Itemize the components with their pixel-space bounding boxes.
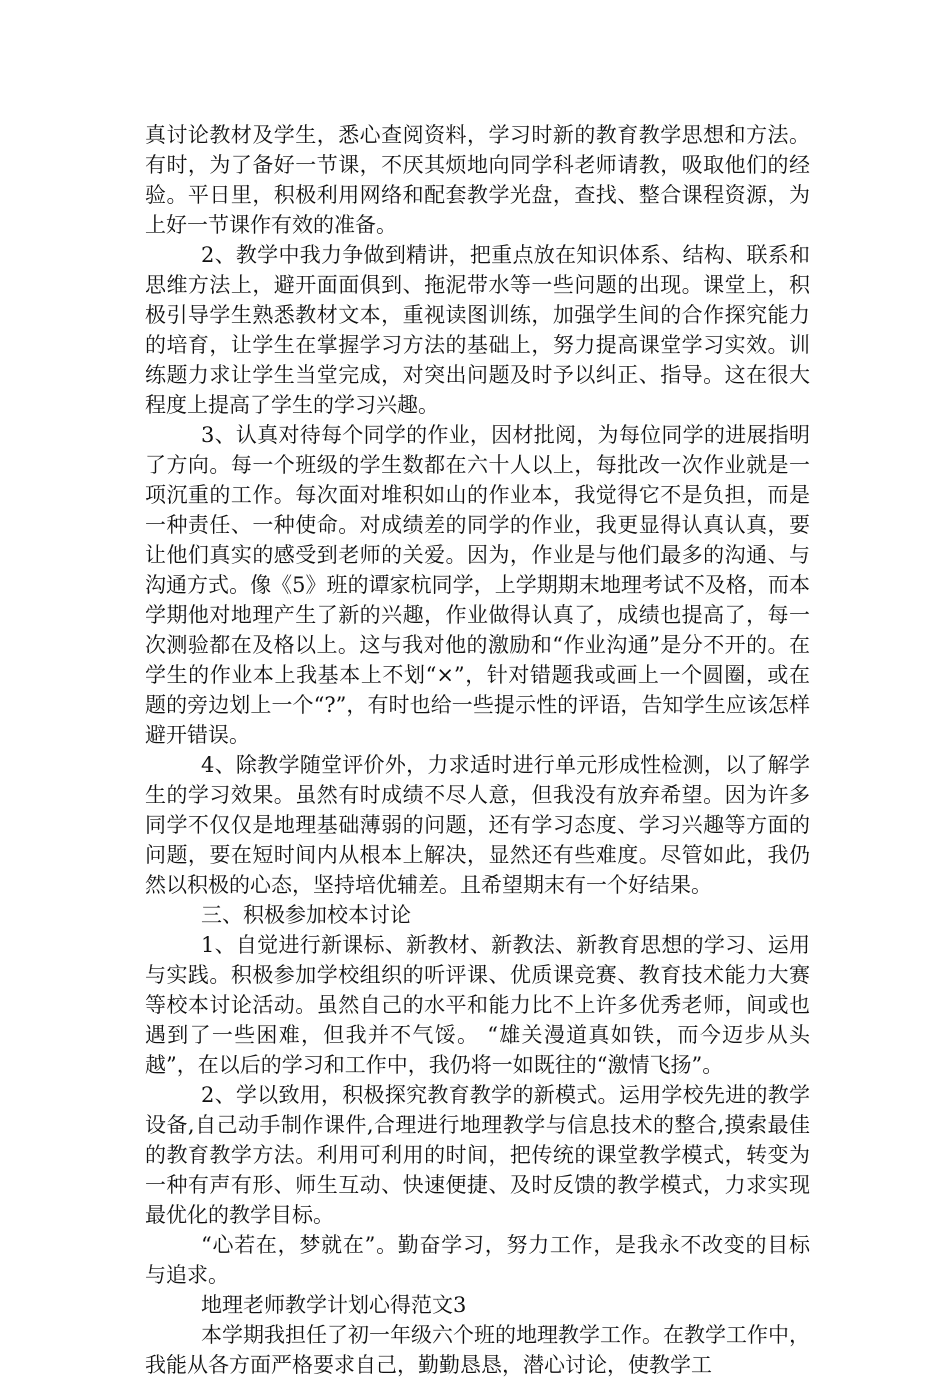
paragraph-10: 本学期我担任了初一年级六个班的地理教学工作。在教学工作中，我能从各方面严格要求自己，勤勤恳恳，潜心讨论，使教学工	[145, 1323, 810, 1377]
document-body	[145, 120, 810, 1380]
paragraph-2: 2、教学中我力争做到精讲，把重点放在知识体系、结构、联系和思维方法上，避开面面俱到、拖泥带水等一些问题的出现。课堂上，积极引导学生熟悉教材文本，重视读图训练，加强学生间的合作探究能力的培育，让学生在掌握学习方法的基础上，努力提高课堂学习实效。训练题力求让学生当堂完成，对突出问题及时予以纠正、指导。这在很大程度上提高了学生的学习兴趣。	[145, 243, 810, 417]
paragraph-4: 4、除教学随堂评价外，力求适时进行单元形成性检测，以了解学生的学习效果。虽然有时成绩不尽人意，但我没有放弃希望。因为许多同学不仅仅是地理基础薄弱的问题，还有学习态度、学习兴趣等方面的问题，要在短时间内从根本上解决，显然还有些难度。尽管如此，我仍然以积极的心态，坚持培优辅差。且希望期末有一个好结果。	[145, 753, 810, 897]
paragraph-7: 2、学以致用，积极探究教育教学的新模式。运用学校先进的教学设备,自己动手制作课件,合理进行地理教学与信息技术的整合,摸索最佳的教育教学方法。利用可利用的时间，把传统的课堂教学模式，转变为一种有声有形、师生互动、快速便捷、及时反馈的教学模式，力求实现最优化的教学目标。	[145, 1083, 810, 1227]
article-title-3: 地理老师教学计划心得范文3	[201, 1293, 467, 1317]
section-heading-3: 三、积极参加校本讨论	[201, 903, 411, 927]
paragraph-8: “心若在，梦就在”。勤奋学习，努力工作，是我永不改变的目标与追求。	[145, 1233, 810, 1287]
paragraph-1: 真讨论教材及学生，悉心查阅资料，学习时新的教育教学思想和方法。有时，为了备好一节课，不厌其烦地向同学科老师请教，吸取他们的经验。平日里，积极利用网络和配套教学光盘，查找、整合课程资源，为上好一节课作有效的准备。	[145, 123, 810, 237]
paragraph-3: 3、认真对待每个同学的作业，因材批阅，为每位同学的进展指明了方向。每一个班级的学生数都在六十人以上，每批改一次作业就是一项沉重的工作。每次面对堆积如山的作业本，我觉得它不是负担，而是一种责任、一种使命。对成绩差的同学的作业，我更显得认真认真，要让他们真实的感受到老师的关爱。因为，作业是与他们最多的沟通、与沟通方式。像《5》班的谭家杭同学，上学期期末地理考试不及格，而本学期他对地理产生了新的兴趣，作业做得认真了，成绩也提高了，每一次测验都在及格以上。这与我对他的激励和“作业沟通”是分不开的。在学生的作业本上我基本上不划“×”，针对错题我或画上一个圆圈，或在题的旁边划上一个“?”，有时也给一些提示性的评语，告知学生应该怎样避开错误。	[145, 423, 810, 747]
paragraph-6: 1、自觉进行新课标、新教材、新教法、新教育思想的学习、运用与实践。积极参加学校组织的听评课、优质课竞赛、教育技术能力大赛等校本讨论活动。虽然自己的水平和能力比不上许多优秀老师，间或也遇到了一些困难，但我并不气馁。 “雄关漫道真如铁，而今迈步从头越”，在以后的学习和工作中，我仍将一如既往的“激情飞扬”。	[145, 933, 810, 1077]
